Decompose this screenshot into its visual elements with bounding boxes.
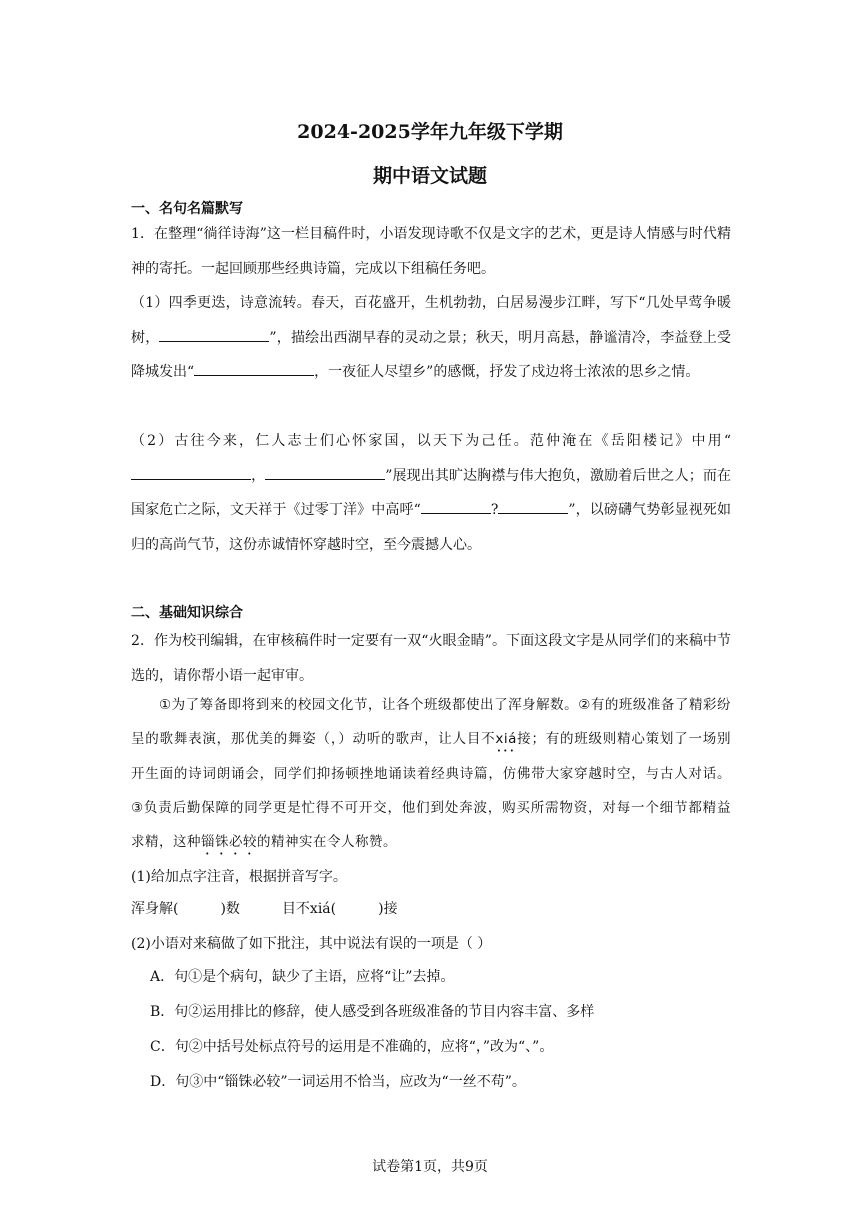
question-1-part-2: [131, 424, 731, 562]
option-b[interactable]: B．句②运用排比的修辞，使人感受到各班级准备的节目内容丰富、多样: [150, 1004, 595, 1020]
exam-subtitle: 期中语文试题: [372, 165, 487, 187]
section-heading-basics: 二、基础知识综合: [131, 605, 243, 621]
answer-blank[interactable]: [265, 464, 385, 480]
item-1-suffix: )数: [220, 901, 240, 917]
part-1-text-b: ”，描绘出西湖早春的灵动之景；秋天，明月高悬，静谧清冷，李益登上受降城发出“: [131, 329, 732, 380]
item-1-prefix: 浑身解(: [131, 901, 179, 917]
part-2-text-d: ?: [490, 502, 499, 518]
dotted-idiom: 锱铢必较: [201, 834, 257, 851]
question-2-part-1-items: [131, 898, 398, 918]
part-2-text-b: ，: [251, 467, 266, 484]
question-1-part-1: [131, 286, 731, 390]
passage-text-a: ①为了筹备即将到来的校园文化节，让各个班级都使出了浑身解数。②有的班级准备了精彩纷呈的歌舞表演，那优美的舞姿（，）动听的歌声，让人目不: [131, 697, 731, 748]
dotted-pinyin: xiá: [495, 731, 517, 748]
question-2-part-2-prompt: (2)小语对来稿做了如下批注，其中说法有误的一项是（ ）: [131, 936, 492, 952]
answer-blank[interactable]: [421, 498, 491, 514]
option-c[interactable]: C．句②中括号处标点符号的运用是不准确的，应将“，”改为“、”。: [150, 1039, 554, 1055]
part-1-text-c: ，一夜征人尽望乡”的感慨，抒发了戍边将士浓浓的思乡之情。: [314, 364, 700, 380]
option-a[interactable]: A．句①是个病句，缺少了主语，应将“让”去掉。: [150, 969, 455, 985]
part-2-text-e: ”，以磅礴气势彰显视死如归的高尚气节，这份赤诚情怀穿越时空，至今震撼人心。: [131, 502, 731, 553]
answer-blank[interactable]: [194, 360, 314, 376]
item-2-suffix: )接: [378, 901, 398, 917]
page-footer: 试卷第1页，共9页: [372, 1159, 488, 1175]
passage-text-c: 的精神实在令人称赞。: [257, 834, 397, 851]
part-2-text-c: ”展现出其旷达胸襟与伟大抱负，激励着后世之人；而在国家危亡之际，文天祥于《过零丁洋》中高呼“: [131, 467, 731, 518]
option-d[interactable]: D．句③中“锱铢必较”一词运用不恰当，应改为“一丝不苟”。: [150, 1074, 526, 1090]
part-2-text-a: （2）古往今来，仁人志士们心怀家国，以天下为己任。范仲淹在《岳阳楼记》中用“: [131, 433, 731, 449]
question-2-part-1-prompt: (1)给加点字注音，根据拼音写字。: [131, 869, 347, 885]
question-1-intro: 1．在整理“徜徉诗海”这一栏目稿件时，小语发现诗歌不仅是文字的艺术，更是诗人情感与时代精神的寄托。一起回顾那些经典诗篇，完成以下组稿任务吧。: [131, 226, 731, 277]
passage-text-b: 接；有的班级则精心策划了一场别开生面的诗词朗诵会，同学们抑扬顿挫地诵读着经典诗篇，仿佛带大家穿越时空，与古人对话。③负责后勤保障的同学更是忙得不可开交，他们到处奔波，购买所需物资，对每一个细节都精益求精，这种: [131, 731, 732, 851]
exam-title: 2024-2025学年九年级下学期: [297, 121, 563, 143]
item-2-prefix: 目不xiá(: [281, 901, 337, 917]
question-2-intro: 2．作为校刊编辑，在审核稿件时一定要有一双“火眼金睛”。下面这段文字是从同学们的来稿中节选的，请你帮小语一起审审。: [131, 633, 731, 684]
part-1-text-a: （1）四季更迭，诗意流转。春天，百花盛开，生机勃勃，白居易漫步江畔，写下“几处早莺争暖树，: [131, 295, 731, 346]
answer-blank[interactable]: [159, 326, 269, 342]
student-passage: [131, 688, 731, 859]
answer-blank[interactable]: [498, 498, 568, 514]
answer-blank[interactable]: [131, 464, 251, 480]
section-heading-recitation: 一、名句名篇默写: [131, 201, 243, 217]
